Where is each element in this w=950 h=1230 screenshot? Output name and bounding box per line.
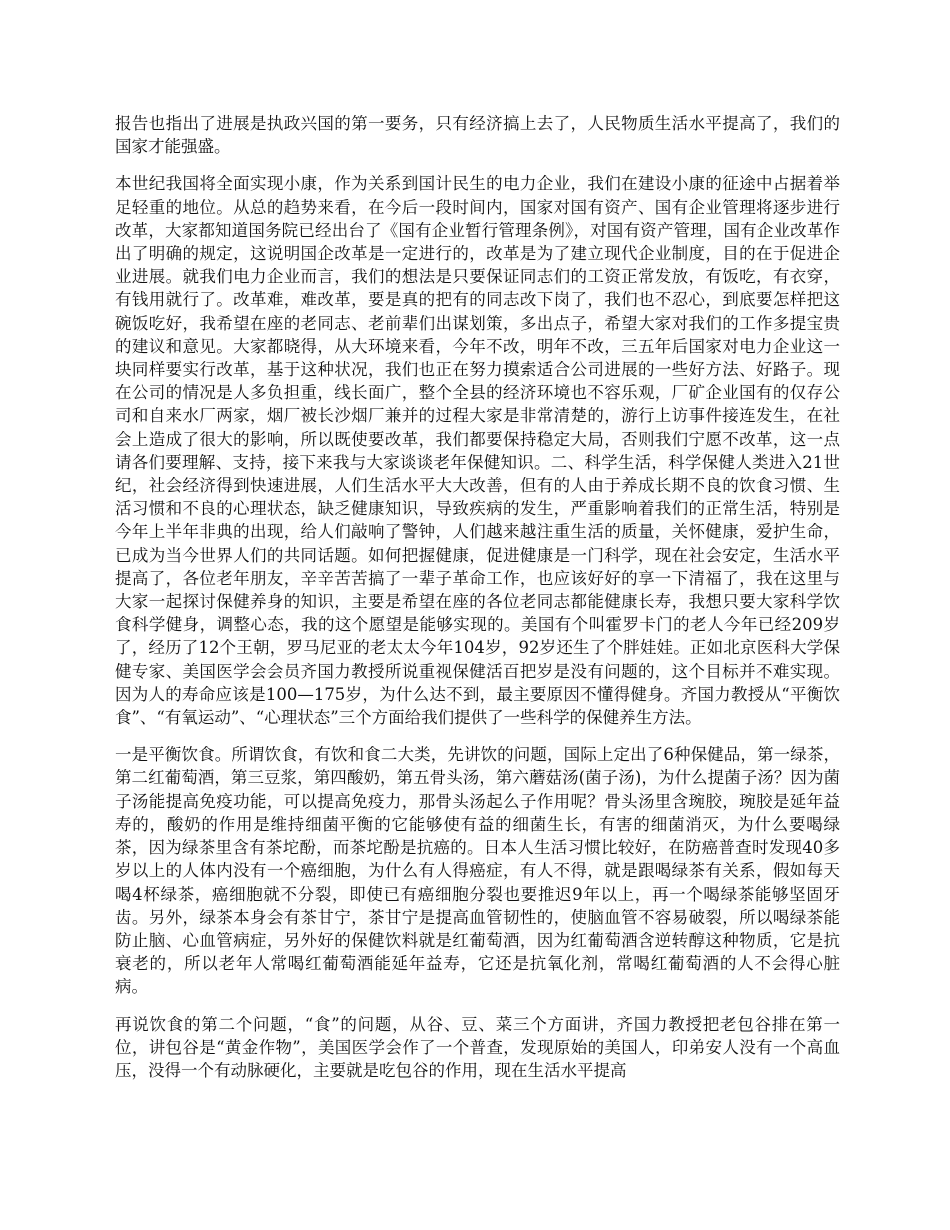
document-body (115, 112, 840, 1096)
paragraph-3: 一是平衡饮食。所谓饮食，有饮和食二大类，先讲饮的问题，国际上定出了6种保健品，第一绿茶，第二红葡萄酒，第三豆浆，第四酸奶，第五骨头汤，第六蘑菇汤(菌子汤)，为什么提菌子汤？因为菌子汤能提高免疫功能，可以提高免疫力，那骨头汤起么子作用呢？骨头汤里含琬胶，琬胶是延年益寿的，酸奶的作用是维持细菌平衡的它能够使有益的细菌生长，有害的细菌消灭，为什么要喝绿茶，因为绿茶里含有茶坨酚，而茶坨酚是抗癌的。日本人生活习惯比较好，在防癌普查时发现40多岁以上的人体内没有一个癌细胞，为什么有人得癌症，有人不得，就是跟喝绿茶有关系，假如每天喝4杯绿茶，癌细胞就不分裂，即使已有癌细胞分裂也要推迟9年以上，再一个喝绿茶能够坚固牙齿。另外，绿茶本身会有茶甘宁，茶甘宁是提高血管韧性的，使脑血管不容易破裂，所以喝绿茶能防止脑、心血管病症，另外好的保健饮料就是红葡萄酒，因为红葡萄酒含逆转醇这种物质，它是抗衰老的，所以老年人常喝红葡萄酒能延年益寿，它还是抗氧化剂，常喝红葡萄酒的人不会得心脏病。 (115, 745, 840, 997)
paragraph-1: 报告也指出了进展是执政兴国的第一要务，只有经济搞上去了，人民物质生活水平提高了，我们的国家才能强盛。 (115, 114, 840, 157)
paragraph-2: 本世纪我国将全面实现小康，作为关系到国计民生的电力企业，我们在建设小康的征途中占据着举足轻重的地位。从总的趋势来看，在今后一段时间内，国家对国有资产、国有企业管理将逐步进行改革，大家都知道国务院已经出台了《国有企业暂行管理条例》，对国有资产管理，国有企业改革作出了明确的规定，这说明国企改革是一定进行的，改革是为了建立现代企业制度，目的在于促进企业进展。就我们电力企业而言，我们的想法是只要保证同志们的工资正常发放，有饭吃，有衣穿，有钱用就行了。改革难，难改革，要是真的把有的同志改下岗了，我们也不忍心，到底要怎样把这碗饭吃好，我希望在座的老同志、老前辈们出谋划策，多出点子，希望大家对我们的工作多提宝贵的建议和意见。大家都晓得，从大环境来看，今年不改，明年不改，三五年后国家对电力企业这一块同样要实行改革，基于这种状况，我们也正在努力摸索适合公司进展的一些好方法、好路子。现在公司的情况是人多负担重，线长面广，整个全县的经济环境也不容乐观，厂矿企业国有的仅存公司和自来水厂两家，烟厂被长沙烟厂兼并的过程大家是非常清楚的，游行上访事件接连发生，在社会上造成了很大的影响，所以既使要改革，我们都要保持稳定大局，否则我们宁愿不改革，这一点请各们要理解、支持，接下来我与大家谈谈老年保健知识。二、科学生活，科学保健人类进入21世纪，社会经济得到快速进展，人们生活水平大大改善，但有的人由于养成长期不良的饮食习惯、生活习惯和不良的心理状态，缺乏健康知识，导致疾病的发生，严重影响着我们的正常生活，特别是今年上半年非典的出现，给人们敲响了警钟，人们越来越注重生活的质量，关怀健康，爱护生命，已成为当今世界人们的共同话题。如何把握健康，促进健康是一门科学，现在社会安定，生活水平提高了，各位老年朋友，辛辛苦苦搞了一辈子革命工作，也应该好好的享一下清福了，我在这里与大家一起探讨保健养身的知识，主要是希望在座的各位老同志都能健康长寿，我想只要大家科学饮食科学健身，调整心态，我的这个愿望是能够实现的。美国有个叫霍罗卡门的老人今年已经209岁了，经历了12个王朝，罗马尼亚的老太太今年104岁，92岁还生了个胖娃娃。正如北京医科大学保健专家、美国医学会会员齐国力教授所说重视保健活百把岁是没有问题的，这个目标并不难实现。因为人的寿命应该是100—175岁，为什么达不到，最主要原因不懂得健身。齐国力教授从“平衡饮食”、“有氧运动”、“心理状态”三个方面给我们提供了一些科学的保健养生方法。 (115, 174, 840, 728)
paragraph-4: 再说饮食的第二个问题，“食”的问题，从谷、豆、菜三个方面讲，齐国力教授把老包谷排在第一位，讲包谷是“黄金作物”，美国医学会作了一个普查，发现原始的美国人，印弟安人没有一个高血压，没得一个有动脉硬化，主要就是吃包谷的作用，现在生活水平提高 (115, 1014, 840, 1080)
